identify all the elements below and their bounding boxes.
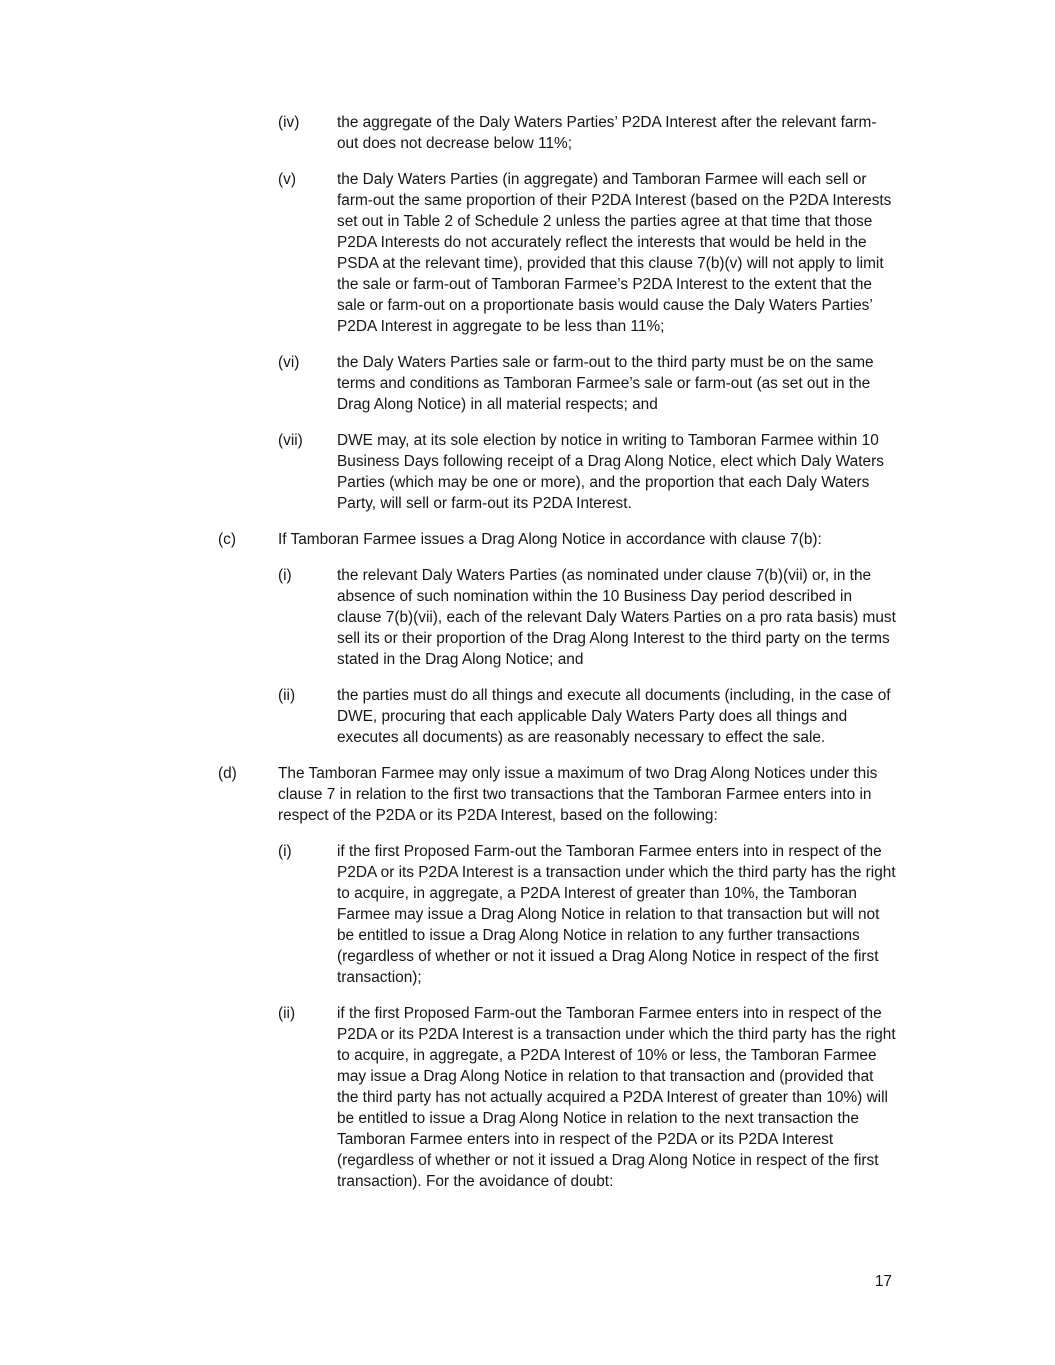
clause-item: [278, 112, 897, 154]
clause-label: (d): [218, 765, 237, 782]
clause-label: (v): [278, 171, 296, 188]
clause-label: (vii): [278, 432, 303, 449]
clause-label: (i): [278, 843, 292, 860]
clause-text: the aggregate of the Daly Waters Parties’ P2DA Interest after the relevant farm-out does not decrease below 11%;: [337, 114, 877, 152]
clause-text: the Daly Waters Parties (in aggregate) and Tamboran Farmee will each sell or farm-out the same proportion of their P2DA Interest (based on the P2DA Interests set out in Table 2 of Schedule 2 unless the parties agree at that time that those P2DA Interests do not accurately reflect the interests that would be held in the PSDA at the relevant time), provided that this clause 7(b)(v) will not apply to limit the sale or farm-out of Tamboran Farmee’s P2DA Interest to the extent that the sale or farm-out on a proportionate basis would cause the Daly Waters Parties’ P2DA Interest in aggregate to be less than 11%;: [337, 171, 892, 335]
clause-text: the parties must do all things and execute all documents (including, in the case of DWE, procuring that each applicable Daly Waters Party does all things and executes all documents) as are reasonably necessary to effect the sale.: [337, 687, 891, 746]
clause-text: the relevant Daly Waters Parties (as nominated under clause 7(b)(vii) or, in the absence of such nomination within the 10 Business Day period described in clause 7(b)(vii), each of the relevant Daly Waters Parties on a pro rata basis) must sell its or their proportion of the Drag Along Interest to the third party on the terms stated in the Drag Along Notice; and: [337, 567, 896, 668]
clause-item: [278, 169, 897, 337]
clause-label: (iv): [278, 114, 300, 131]
page-number: 17: [874, 1273, 892, 1290]
clause-item: [278, 430, 897, 514]
clause-item: [278, 841, 897, 988]
clause-text: if the first Proposed Farm-out the Tamboran Farmee enters into in respect of the P2DA or its P2DA Interest is a transaction under which the third party has the right to acquire, in aggregate, a P2DA Interest of 10% or less, the Tamboran Farmee may issue a Drag Along Notice in relation to that transaction and (provided that the third party has not actually acquired a P2DA Interest of greater than 10%) will be entitled to issue a Drag Along Notice in relation to the next transaction the Tamboran Farmee enters into in respect of the P2DA or its P2DA Interest (regardless of whether or not it issued a Drag Along Notice in respect of the first transaction). For the avoidance of doubt:: [337, 1005, 896, 1190]
clause-label: (ii): [278, 1005, 296, 1022]
clause-label: (c): [218, 531, 236, 548]
clause-text: If Tamboran Farmee issues a Drag Along Notice in accordance with clause 7(b):: [278, 531, 822, 548]
clause-text: DWE may, at its sole election by notice in writing to Tamboran Farmee within 10 Business Days following receipt of a Drag Along Notice, elect which Daly Waters Parties (which may be one or more), and the proportion that each Daly Waters Party, will sell or farm-out its P2DA Interest.: [337, 432, 884, 512]
clause-label: (i): [278, 567, 292, 584]
clause-label: (vi): [278, 354, 300, 371]
clause-text: the Daly Waters Parties sale or farm-out to the third party must be on the same terms and conditions as Tamboran Farmee’s sale or farm-out (as set out in the Drag Along Notice) in all material respects; and: [337, 354, 874, 413]
clause-item: [218, 763, 897, 826]
clause-text: if the first Proposed Farm-out the Tamboran Farmee enters into in respect of the P2DA or its P2DA Interest is a transaction under which the third party has the right to acquire, in aggregate, a P2DA Interest of greater than 10%, the Tamboran Farmee may issue a Drag Along Notice in relation to that transaction but will not be entitled to issue a Drag Along Notice in relation to any further transactions (regardless of whether or not it issued a Drag Along Notice in respect of the first transaction);: [337, 843, 896, 986]
clause-item: [218, 529, 897, 550]
clause-item: [278, 1003, 897, 1192]
clause-label: (ii): [278, 687, 296, 704]
clause-list: [0, 112, 897, 1207]
clause-item: [278, 565, 897, 670]
clause-text: The Tamboran Farmee may only issue a maximum of two Drag Along Notices under this clause 7 in relation to the first two transactions that the Tamboran Farmee enters into in respect of the P2DA or its P2DA Interest, based on the following:: [278, 765, 878, 824]
clause-item: [278, 352, 897, 415]
clause-item: [278, 685, 897, 748]
